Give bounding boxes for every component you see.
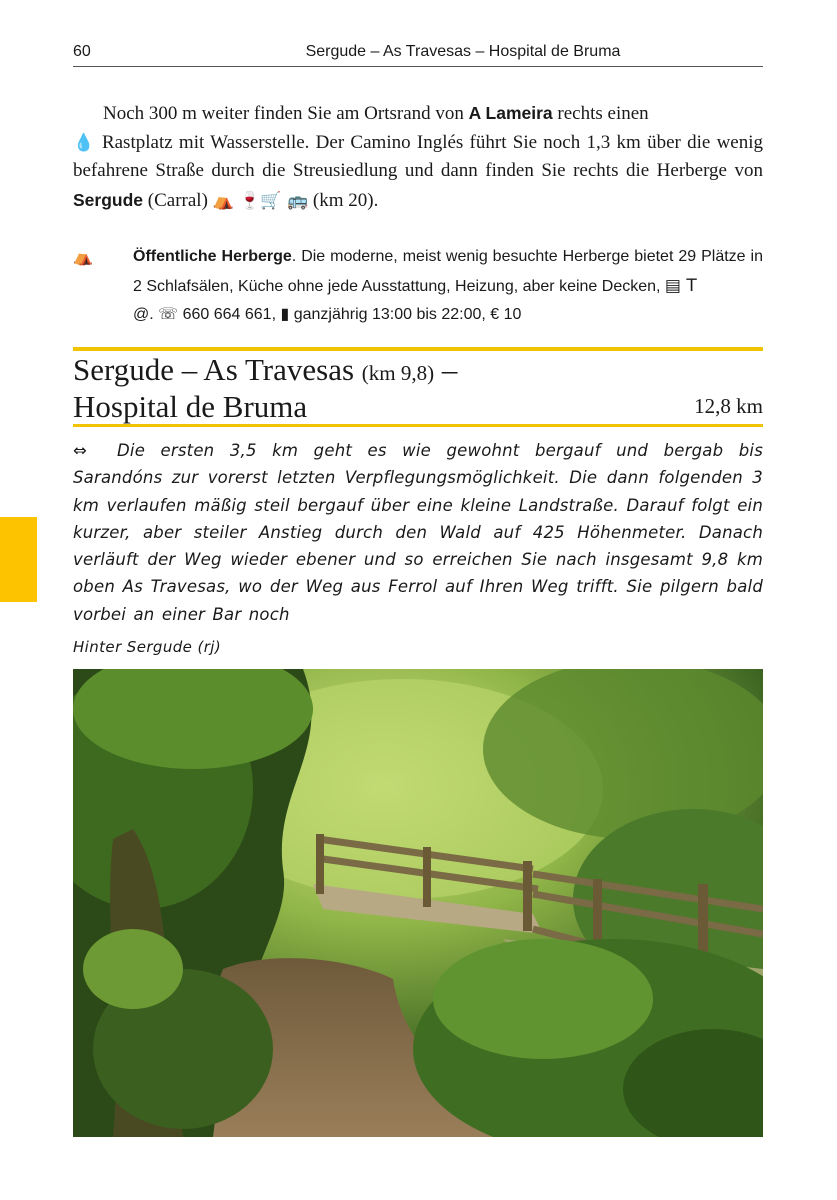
intro-text: Rastplatz mit Wasserstelle. Der Camino Inglés führt Sie noch 1,3 km über die wenig befahrene Straße durch die Streusiedlung und dann finden Sie rechts die Herberge von: [73, 131, 763, 181]
hostel-description: . Die moderne, meist wenig besuchte Herberge bietet 29 Plätze in 2 Schlafsälen, Küche ohne jede Ausstattung, Heizung, aber keine Decken,: [133, 248, 763, 295]
place-a-lameira: A Lameira: [468, 103, 553, 123]
intro-text: (Carral): [143, 189, 213, 211]
page-number: 60: [73, 43, 91, 60]
page-header: [73, 40, 763, 67]
photo-footbridge-stream: [73, 669, 763, 1137]
hostel-info: [73, 243, 763, 330]
amenity-icons: ⛺ 🍷🛒 🚌: [212, 190, 309, 211]
section-title-line2: Hospital de Bruma: [73, 389, 308, 424]
both-directions-arrow-icon: ⇔: [73, 441, 88, 460]
hostel-contact: @. ☏ 660 664 661, ▮ ganzjährig 13:00 bis 22:00, € 10: [133, 306, 522, 323]
hostel-text: [133, 243, 763, 330]
section-title-line1: Sergude – As Travesas: [73, 352, 355, 387]
intro-text: rechts einen: [552, 103, 649, 124]
intro-text: (km 20).: [308, 189, 379, 211]
hostel-title: Öffentliche Herberge: [133, 248, 292, 265]
intro-text: Noch 300 m weiter finden Sie am Ortsrand von: [103, 103, 469, 124]
route-summary-text: Die ersten 3,5 km geht es wie gewohnt bergauf und bergab bis Sarandóns zur vorerst letzten Verpflegungsmöglichkeit. Die dann folgenden 3 km verlaufen mäßig steil bergauf über eine kleine Landstraße. Darauf folgt ein kurzer, aber steiler Anstieg durch den Wald auf 425 Höhenmeter. Danach verläuft der Weg wieder ebener und so erreichen Sie nach insgesamt 9,8 km oben As Travesas, wo der Weg aus Ferrol auf Ihren Weg trifft. Sie pilgern bald vorbei an einer Bar noch: [73, 441, 763, 624]
running-title: Sergude – As Travesas – Hospital de Bruma: [305, 43, 621, 60]
water-drop-icon: 💧: [73, 132, 96, 153]
section-rule-top: [73, 347, 763, 351]
section-title-dash: –: [434, 352, 458, 387]
chapter-side-tab: [0, 517, 37, 602]
place-sergude: Sergude: [73, 189, 144, 210]
route-summary: [73, 437, 763, 628]
intro-paragraph: [73, 99, 763, 215]
section-rule-bottom: [73, 424, 763, 427]
section-title-km: (km 9,8): [361, 361, 435, 385]
hostel-amenity-icons: ▤ T: [664, 275, 697, 296]
section-distance: 12,8 km: [694, 394, 763, 418]
section-title: [73, 353, 763, 423]
hostel-icon: ⛺: [73, 247, 93, 266]
photo-caption: Hinter Sergude (rj): [73, 638, 222, 656]
